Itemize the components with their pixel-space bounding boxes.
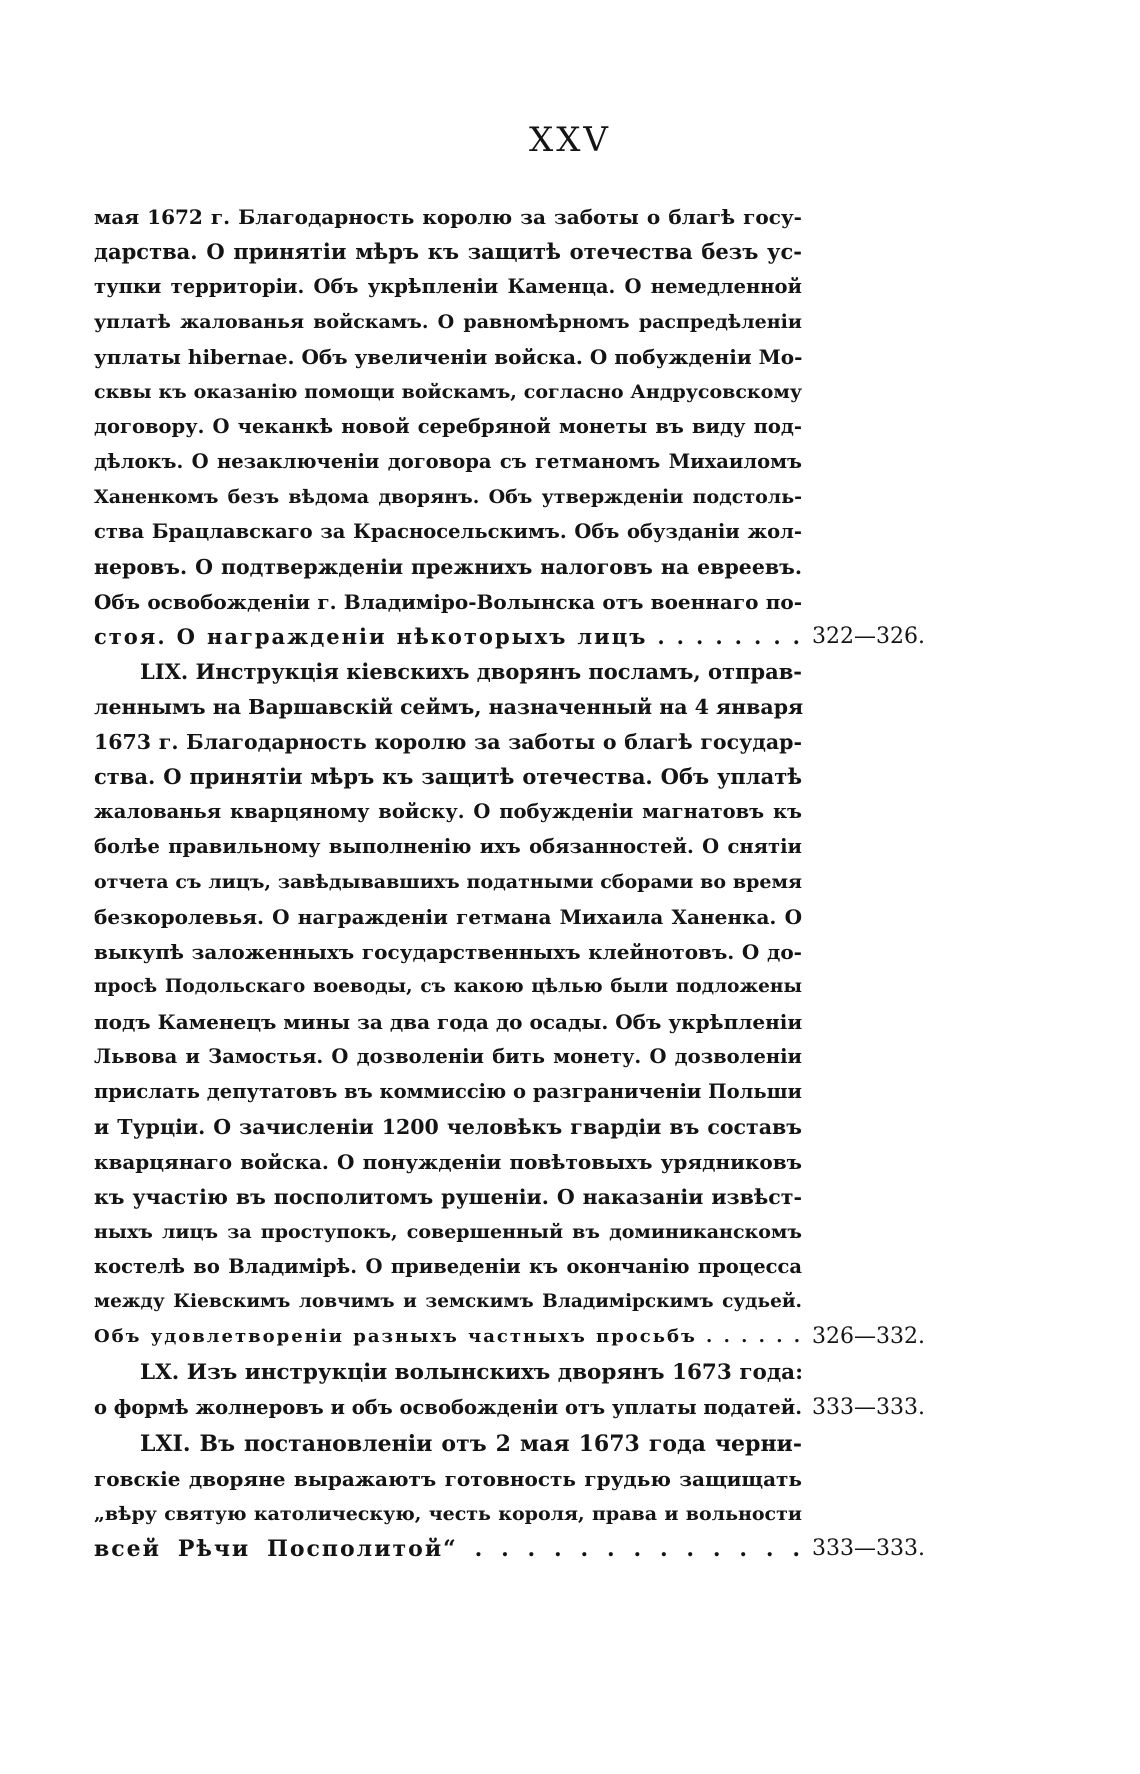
entry-lix-line-6: болѣе правильному выполненію ихъ обязанностей. О снятіи [94, 835, 802, 858]
entry-1-line-5: уплаты hibernae. Объ увеличеніи войска. О побужденіи Мо- [94, 345, 803, 369]
entry-1-line-10: ства Брацлавскаго за Красносельскимъ. Объ обузданіи жол- [94, 520, 802, 543]
entry-lix-line-9: выкупѣ заложенныхъ государственныхъ клейнотовъ. О до- [94, 940, 802, 964]
entry-1-line-2: дарства. О принятіи мѣръ къ защитѣ отечества безъ ус- [94, 239, 802, 264]
entry-1-line-1: мая 1672 г. Благодарность королю за заботы о благѣ госу- [94, 205, 802, 229]
entry-lix-line-7: отчета съ лицъ, завѣдывавшихъ податными сборами во время [94, 871, 802, 893]
entry-lix-line-11: подъ Каменецъ мины за два года до осады. Объ укрѣпленіи [94, 1010, 803, 1034]
entry-lix-line-5: жалованья кварцяному войску. О побужденіи магнатовъ къ [94, 800, 802, 823]
entry-1-line-3: тупки территоріи. Объ укрѣпленіи Каменца. О немедленной [94, 275, 802, 298]
entry-lix-line-4: ства. О принятіи мѣръ къ защитѣ отечества. Объ уплатѣ [94, 764, 802, 789]
entry-lix-line-19: между Кіевскимъ ловчимъ и земскимъ Владимірскимъ судьей. [94, 1291, 802, 1312]
entry-1-line-8: дѣлокъ. О незаключеніи договора съ гетманомъ Михаиломъ [94, 450, 802, 473]
page-number: XXV [529, 120, 611, 160]
entry-1-page-range: 322—326. [812, 624, 925, 649]
entry-lix-line-18: костелѣ во Владимірѣ. О приведеніи къ окончанію процесса [94, 1255, 802, 1278]
entry-lix-line-13: прислать депутатовъ въ коммиссію о разграниченіи Польши [94, 1080, 802, 1103]
entry-lx-line-2: о формѣ жолнеровъ и объ освобожденіи отъ уплаты податей. [94, 1396, 803, 1419]
entry-1-line-4: уплатѣ жалованья войскамъ. О равномѣрномъ распредѣленіи [94, 311, 802, 333]
entry-lix-line-17: ныхъ лицъ за проступокъ, совершенный въ доминиканскомъ [94, 1221, 802, 1243]
entry-lx-line-1: LX. Изъ инструкціи волынскихъ дворянъ 1673 года: [140, 1360, 804, 1385]
entry-1-line-7: договору. О чеканкѣ новой серебряной монеты въ виду под- [94, 415, 802, 438]
entry-lix-line-10: просѣ Подольскаго воеводы, съ какою цѣлью были подложены [94, 976, 802, 997]
entry-lx-page-range: 333—333. [812, 1395, 925, 1420]
entry-lxi-page-range: 333—333. [812, 1536, 925, 1561]
entry-lix-line-14: и Турціи. О зачисленіи 1200 человѣкъ гвардіи въ составъ [94, 1115, 802, 1139]
entry-lix-line-3: 1673 г. Благодарность королю за заботы о благѣ государ- [94, 730, 802, 754]
entry-1-line-6: сквы къ оказанію помощи войскамъ, согласно Андрусовскому [94, 381, 802, 403]
entry-1-line-9: Ханенкомъ безъ вѣдома дворянъ. Объ утвержденіи подстоль- [94, 486, 802, 508]
entry-lxi-line-4: всей Рѣчи Посполитой“ . . . . . . . . . . . . . [94, 1536, 802, 1562]
entry-lix-page-range: 326—332. [812, 1324, 925, 1349]
entry-1-line-11: неровъ. О подтвержденіи прежнихъ налоговъ на евреевъ. [94, 555, 802, 579]
entry-lxi-line-3: „вѣру святую католическую, честь короля, права и вольности [94, 1503, 802, 1525]
entry-lix-line-8: безкоролевья. О награжденіи гетмана Михаила Ханенка. О [94, 905, 802, 929]
entry-lix-line-16: къ участію въ посполитомъ рушеніи. О наказаніи извѣст- [94, 1185, 802, 1209]
entry-lix-line-1: LIX. Инструкція кіевскихъ дворянъ посламъ, отправ- [140, 659, 802, 684]
entry-lix-line-12: Львова и Замостья. О дозволеніи бить монету. О дозволеніи [94, 1045, 802, 1068]
entry-lxi-line-2: говскіе дворяне выражаютъ готовность грудью защищать [94, 1467, 802, 1491]
entry-1-line-12: Объ освобожденіи г. Владиміро-Волынска отъ военнаго по- [94, 590, 802, 614]
entry-1-line-13: стоя. О награжденіи нѣкоторыхъ лицъ . . . . . . . . [94, 624, 802, 649]
entry-lix-line-15: кварцянаго войска. О понужденіи повѣтовыхъ урядниковъ [94, 1150, 802, 1174]
entry-lix-line-2: леннымъ на Варшавскій сеймъ, назначенный на 4 января [94, 695, 804, 719]
entry-lxi-line-1: LXI. Въ постановленіи отъ 2 мая 1673 года черни- [140, 1431, 802, 1457]
entry-lix-line-20: Объ удовлетвореніи разныхъ частныхъ просьбъ . . . . . . [94, 1326, 802, 1347]
